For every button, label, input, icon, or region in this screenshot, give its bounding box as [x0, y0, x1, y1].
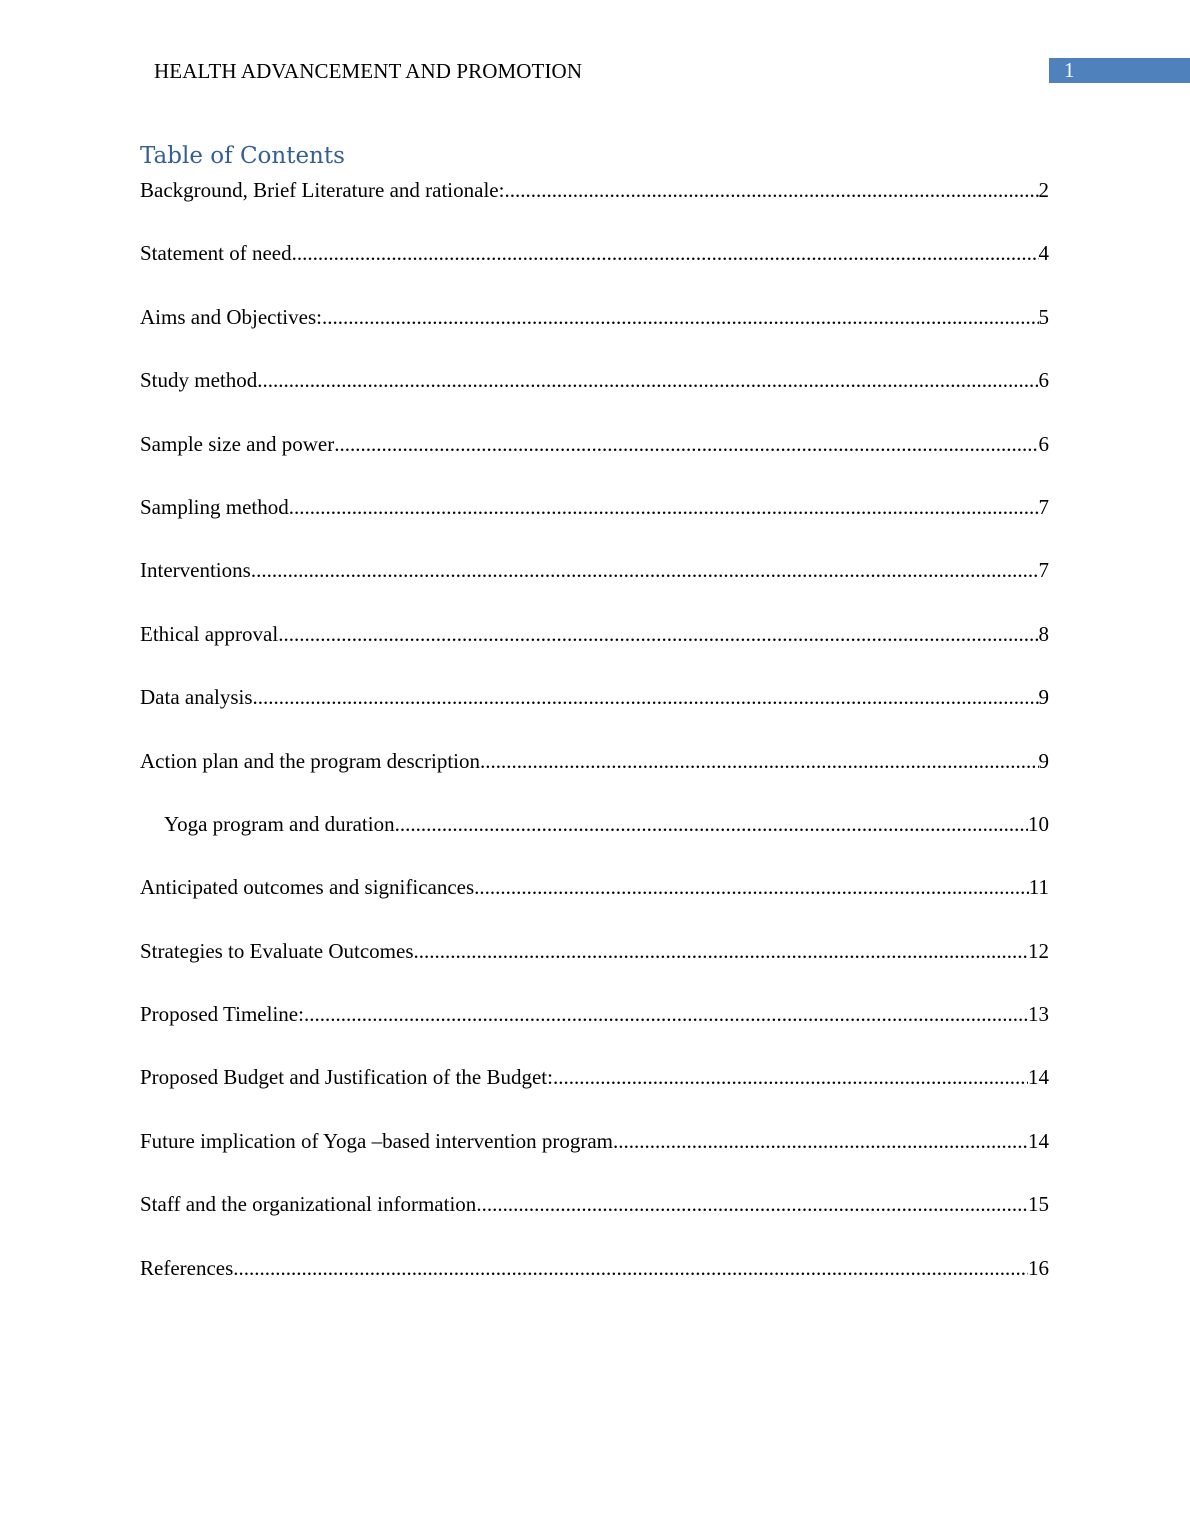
toc-entry-text: References	[140, 1255, 234, 1280]
toc-entry-text: Proposed Timeline:	[140, 1002, 304, 1027]
toc-dot-leader	[233, 1253, 1028, 1283]
toc-dot-leader	[251, 555, 1039, 585]
toc-entry-page: 9	[1038, 748, 1049, 773]
table-of-contents	[140, 175, 1049, 1316]
toc-entry-text: Sampling method	[140, 494, 289, 519]
toc-entry-text: Future implication of Yoga –based intervention program	[140, 1128, 614, 1153]
page-number-badge	[1049, 58, 1190, 83]
toc-entry-background[interactable]	[140, 175, 1049, 238]
toc-entry-page: 4	[1038, 241, 1049, 266]
toc-dot-leader	[253, 682, 1039, 712]
toc-entry-aims-objectives[interactable]	[140, 302, 1049, 365]
toc-entry-text: Aims and Objectives:	[140, 304, 322, 329]
toc-entry-sample-size[interactable]	[140, 429, 1049, 492]
toc-entry-text: Strategies to Evaluate Outcomes	[140, 938, 414, 963]
toc-dot-leader	[278, 619, 1038, 649]
toc-entry-sampling-method[interactable]	[140, 492, 1049, 555]
toc-entry-text: Interventions	[140, 558, 251, 583]
toc-entry-study-method[interactable]	[140, 365, 1049, 428]
toc-heading: Table of Contents	[140, 143, 345, 169]
toc-entry-page: 7	[1038, 558, 1049, 583]
toc-entry-page: 16	[1028, 1255, 1049, 1280]
toc-dot-leader	[414, 936, 1028, 966]
toc-entry-page: 5	[1038, 304, 1049, 329]
toc-entry-staff-organizational[interactable]	[140, 1189, 1049, 1252]
toc-dot-leader	[504, 175, 1038, 205]
toc-entry-text: Data analysis	[140, 685, 253, 710]
toc-entry-references[interactable]	[140, 1253, 1049, 1316]
toc-dot-leader	[476, 1189, 1028, 1219]
toc-entry-yoga-program[interactable]	[140, 809, 1049, 872]
toc-entry-page: 2	[1038, 178, 1049, 202]
toc-entry-text: Ethical approval	[140, 621, 279, 646]
toc-dot-leader	[613, 1126, 1028, 1156]
toc-dot-leader	[553, 1062, 1028, 1092]
toc-entry-text: Staff and the organizational information	[140, 1192, 477, 1217]
toc-entry-page: 7	[1038, 494, 1049, 519]
toc-entry-text: Proposed Budget and Justification of the Budget:	[140, 1065, 553, 1090]
toc-entry-proposed-timeline[interactable]	[140, 999, 1049, 1062]
toc-entry-page: 15	[1028, 1192, 1049, 1217]
toc-dot-leader	[257, 365, 1038, 395]
toc-dot-leader	[474, 872, 1029, 902]
toc-dot-leader	[480, 746, 1039, 776]
toc-entry-page: 12	[1028, 938, 1049, 963]
toc-entry-text: Sample size and power	[140, 431, 335, 456]
running-header-title: HEALTH ADVANCEMENT AND PROMOTION	[154, 59, 583, 83]
toc-entry-text: Statement of need	[140, 241, 292, 266]
toc-entry-text: Background, Brief Literature and rationale:	[140, 178, 505, 202]
toc-entry-page: 11	[1028, 875, 1049, 900]
toc-entry-action-plan[interactable]	[140, 746, 1049, 809]
toc-entry-evaluate-outcomes[interactable]	[140, 936, 1049, 999]
toc-entry-text: Anticipated outcomes and significances	[140, 875, 475, 900]
toc-entry-text: Yoga program and duration	[164, 811, 395, 836]
toc-dot-leader	[289, 492, 1039, 522]
toc-dot-leader	[395, 809, 1028, 839]
toc-entry-future-implication[interactable]	[140, 1126, 1049, 1189]
toc-dot-leader	[292, 238, 1039, 268]
toc-dot-leader	[334, 429, 1038, 459]
page-number: 1	[1064, 58, 1075, 82]
toc-entry-proposed-budget[interactable]	[140, 1062, 1049, 1125]
toc-entry-page: 9	[1038, 685, 1049, 710]
toc-entry-data-analysis[interactable]	[140, 682, 1049, 745]
toc-entry-statement-of-need[interactable]	[140, 238, 1049, 301]
toc-entry-page: 14	[1028, 1065, 1049, 1090]
toc-entry-page: 8	[1038, 621, 1049, 646]
toc-dot-leader	[304, 999, 1028, 1029]
toc-entry-text: Study method	[140, 368, 258, 393]
toc-entry-ethical-approval[interactable]	[140, 619, 1049, 682]
toc-entry-anticipated-outcomes[interactable]	[140, 872, 1049, 935]
toc-entry-page: 13	[1028, 1002, 1049, 1027]
toc-entry-page: 6	[1038, 431, 1049, 456]
toc-entry-page: 14	[1028, 1128, 1049, 1153]
toc-entry-page: 10	[1028, 811, 1049, 836]
toc-dot-leader	[322, 302, 1039, 332]
toc-entry-interventions[interactable]	[140, 555, 1049, 618]
toc-entry-text: Action plan and the program description	[140, 748, 480, 773]
toc-entry-page: 6	[1038, 368, 1049, 393]
